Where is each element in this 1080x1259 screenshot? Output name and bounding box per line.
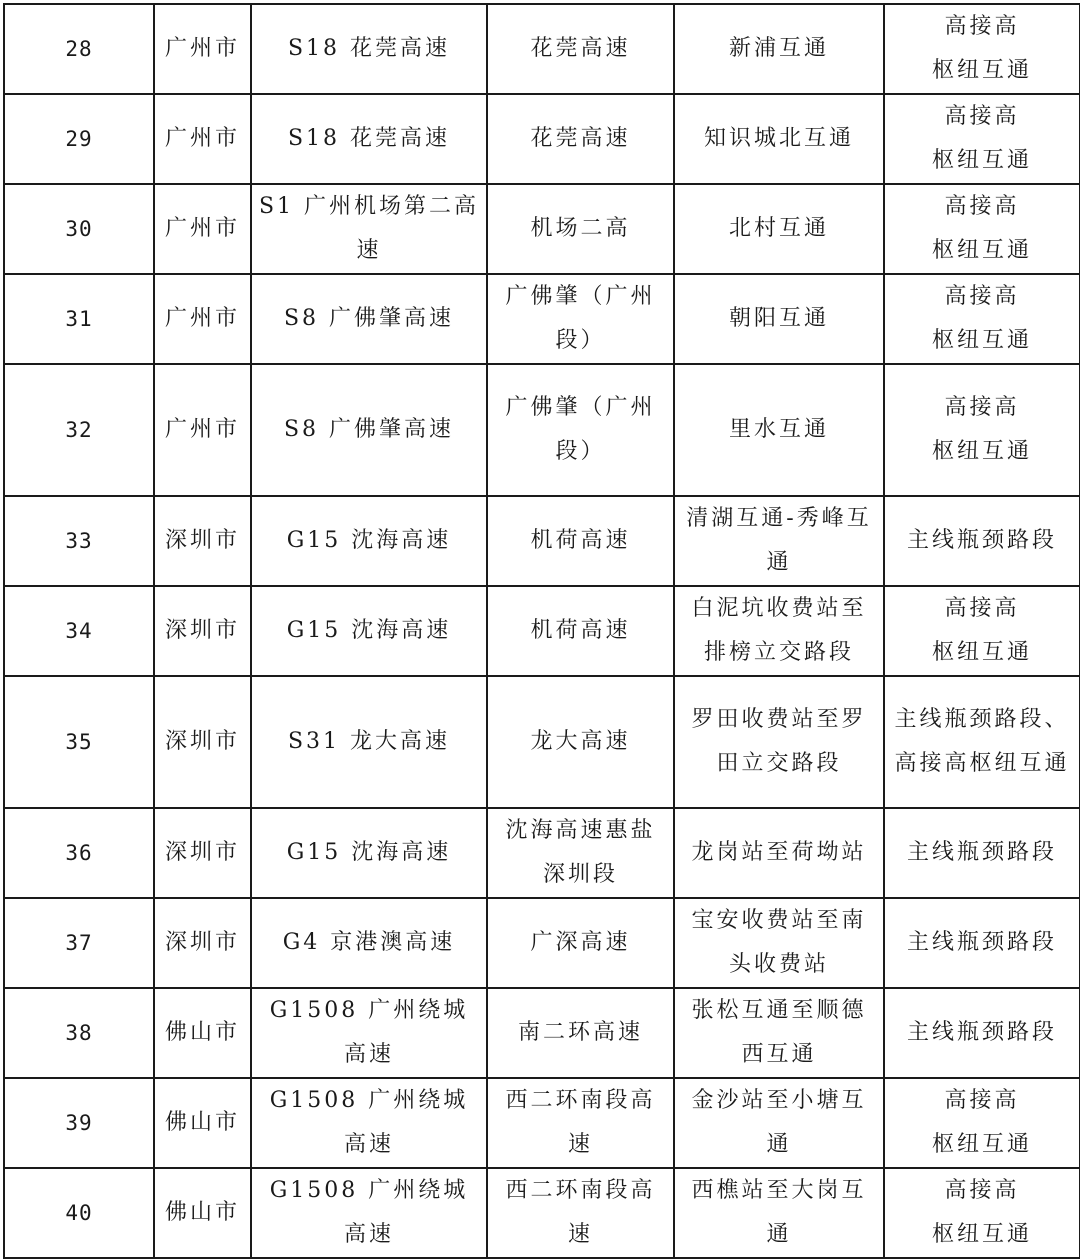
- highway-name-cell: G1508 广州绕城高速: [251, 988, 487, 1078]
- table-row: [4, 676, 1080, 808]
- table-row: [4, 1078, 1080, 1168]
- congestion-type-cell: 高接高 枢纽互通: [884, 184, 1080, 274]
- road-section-cell: 广佛肇（广州段）: [487, 274, 674, 364]
- city-cell: 广州市: [154, 274, 251, 364]
- table-row: [4, 184, 1080, 274]
- road-section-cell: 机荷高速: [487, 586, 674, 676]
- location-cell: 朝阳互通: [674, 274, 884, 364]
- congestion-points-table: [3, 3, 1080, 1259]
- highway-name-cell: S18 花莞高速: [251, 94, 487, 184]
- row-number-cell: 38: [4, 988, 154, 1078]
- highway-name-cell: G15 沈海高速: [251, 496, 487, 586]
- highway-name-cell: G1508 广州绕城高速: [251, 1168, 487, 1258]
- city-cell: 深圳市: [154, 676, 251, 808]
- city-cell: 佛山市: [154, 988, 251, 1078]
- city-cell: 广州市: [154, 4, 251, 94]
- highway-name-cell: S8 广佛肇高速: [251, 364, 487, 496]
- table-row: [4, 988, 1080, 1078]
- table-row: [4, 94, 1080, 184]
- location-cell: 里水互通: [674, 364, 884, 496]
- highway-name-cell: G15 沈海高速: [251, 586, 487, 676]
- congestion-type-cell: 主线瓶颈路段: [884, 808, 1080, 898]
- city-cell: 广州市: [154, 184, 251, 274]
- row-number-cell: 37: [4, 898, 154, 988]
- congestion-type-cell: 高接高 枢纽互通: [884, 274, 1080, 364]
- table-row: [4, 274, 1080, 364]
- city-cell: 深圳市: [154, 586, 251, 676]
- congestion-type-cell: 主线瓶颈路段: [884, 988, 1080, 1078]
- highway-name-cell: G15 沈海高速: [251, 808, 487, 898]
- table-row: [4, 1168, 1080, 1258]
- city-cell: 深圳市: [154, 808, 251, 898]
- location-cell: 宝安收费站至南头收费站: [674, 898, 884, 988]
- location-cell: 张松互通至顺德西互通: [674, 988, 884, 1078]
- table-body: [4, 4, 1080, 1258]
- location-cell: 罗田收费站至罗田立交路段: [674, 676, 884, 808]
- highway-name-cell: S8 广佛肇高速: [251, 274, 487, 364]
- location-cell: 龙岗站至荷坳站: [674, 808, 884, 898]
- congestion-type-cell: 高接高 枢纽互通: [884, 364, 1080, 496]
- congestion-type-cell: 高接高 枢纽互通: [884, 1168, 1080, 1258]
- road-section-cell: 机荷高速: [487, 496, 674, 586]
- highway-name-cell: G1508 广州绕城高速: [251, 1078, 487, 1168]
- table-row: [4, 496, 1080, 586]
- road-section-cell: 花莞高速: [487, 4, 674, 94]
- row-number-cell: 33: [4, 496, 154, 586]
- row-number-cell: 31: [4, 274, 154, 364]
- table-row: [4, 898, 1080, 988]
- location-cell: 白泥坑收费站至排榜立交路段: [674, 586, 884, 676]
- road-section-cell: 西二环南段高速: [487, 1078, 674, 1168]
- table-row: [4, 4, 1080, 94]
- location-cell: 新浦互通: [674, 4, 884, 94]
- city-cell: 深圳市: [154, 898, 251, 988]
- congestion-type-cell: 高接高 枢纽互通: [884, 586, 1080, 676]
- row-number-cell: 29: [4, 94, 154, 184]
- road-section-cell: 南二环高速: [487, 988, 674, 1078]
- table-row: [4, 586, 1080, 676]
- row-number-cell: 39: [4, 1078, 154, 1168]
- city-cell: 广州市: [154, 364, 251, 496]
- row-number-cell: 36: [4, 808, 154, 898]
- row-number-cell: 34: [4, 586, 154, 676]
- highway-name-cell: S18 花莞高速: [251, 4, 487, 94]
- city-cell: 佛山市: [154, 1078, 251, 1168]
- row-number-cell: 40: [4, 1168, 154, 1258]
- congestion-type-cell: 高接高 枢纽互通: [884, 4, 1080, 94]
- location-cell: 西樵站至大岗互通: [674, 1168, 884, 1258]
- road-section-cell: 花莞高速: [487, 94, 674, 184]
- road-section-cell: 龙大高速: [487, 676, 674, 808]
- city-cell: 佛山市: [154, 1168, 251, 1258]
- highway-name-cell: S1 广州机场第二高速: [251, 184, 487, 274]
- table-row: [4, 808, 1080, 898]
- congestion-type-cell: 高接高 枢纽互通: [884, 1078, 1080, 1168]
- row-number-cell: 28: [4, 4, 154, 94]
- road-section-cell: 西二环南段高速: [487, 1168, 674, 1258]
- highway-name-cell: S31 龙大高速: [251, 676, 487, 808]
- congestion-type-cell: 主线瓶颈路段: [884, 496, 1080, 586]
- road-section-cell: 广佛肇（广州段）: [487, 364, 674, 496]
- road-section-cell: 机场二高: [487, 184, 674, 274]
- row-number-cell: 30: [4, 184, 154, 274]
- row-number-cell: 35: [4, 676, 154, 808]
- road-section-cell: 广深高速: [487, 898, 674, 988]
- congestion-type-cell: 高接高 枢纽互通: [884, 94, 1080, 184]
- location-cell: 北村互通: [674, 184, 884, 274]
- city-cell: 深圳市: [154, 496, 251, 586]
- congestion-type-cell: 主线瓶颈路段: [884, 898, 1080, 988]
- congestion-type-cell: 主线瓶颈路段、高接高枢纽互通: [884, 676, 1080, 808]
- road-section-cell: 沈海高速惠盐深圳段: [487, 808, 674, 898]
- row-number-cell: 32: [4, 364, 154, 496]
- location-cell: 金沙站至小塘互通: [674, 1078, 884, 1168]
- location-cell: 清湖互通-秀峰互通: [674, 496, 884, 586]
- highway-name-cell: G4 京港澳高速: [251, 898, 487, 988]
- location-cell: 知识城北互通: [674, 94, 884, 184]
- city-cell: 广州市: [154, 94, 251, 184]
- table-row: [4, 364, 1080, 496]
